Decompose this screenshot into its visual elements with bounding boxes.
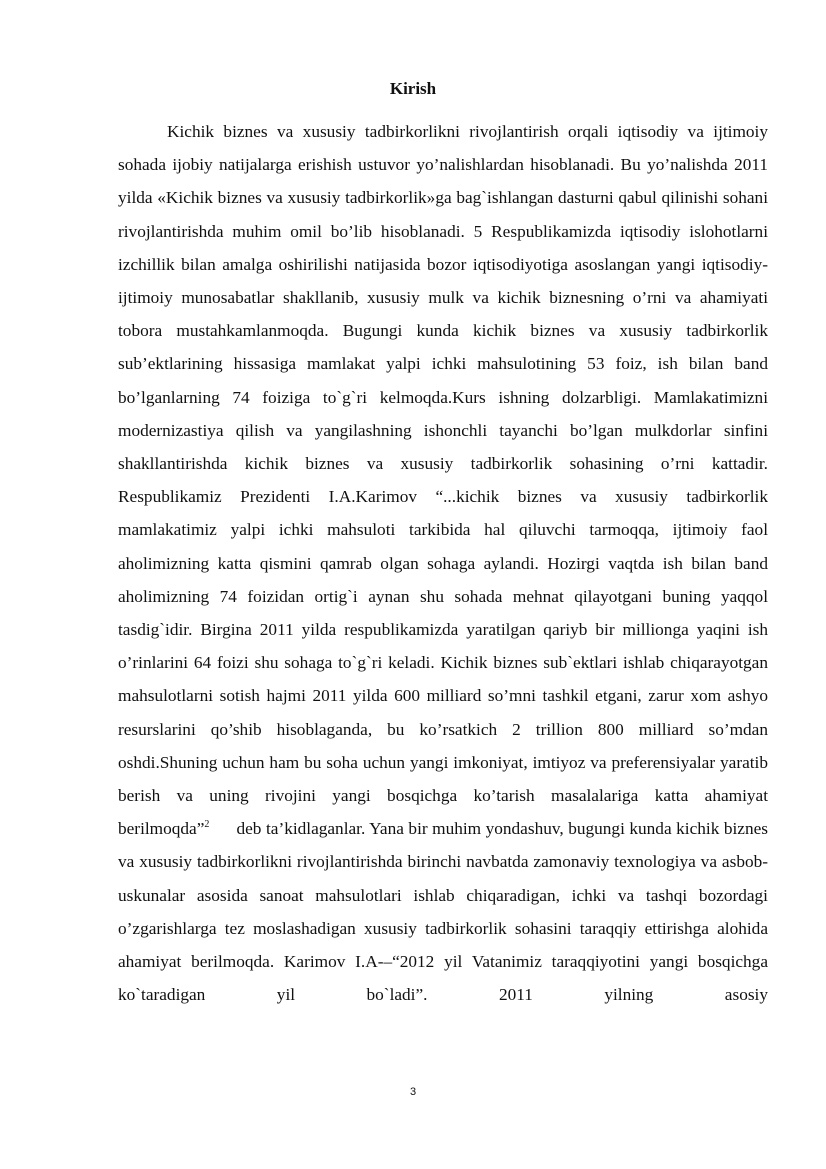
body-text xyxy=(118,115,768,1011)
paragraph-text-part1: Kichik biznes va xususiy tadbirkorlikni rivojlantirish orqali iqtisodiy va ijtimoiy sohada ijobiy natijalarga erishish ustuvor yo’nalishlardan hisoblanadi. Bu yo’nalishda 2011 yilda «Kichik biznes va xususiy tadbirkorlik»ga bag`ishlangan dasturni qabul qilinishi sohani rivojlantirishda muhim omil bo’lib hisoblanadi. 5 Respublikamizda iqtisodiy islohotlarni izchillik bilan amalga oshirilishi natijasida bozor iqtisodiyotiga asoslangan yangi iqtisodiy-ijtimoiy munosabatlar shakllanib, xususiy mulk va kichik biznesning o’rni va ahamiyati tobora mustahkamlanmoqda. Bugungi kunda kichik biznes va xususiy tadbirkorlik sub’ektlarining hissasiga mamlakat yalpi ichki mahsulotining 53 foiz, ish bilan band bo’lganlarning 74 foiziga to`g`ri kelmoqda.Kurs ishning dolzarbligi. Mamlakatimizni modernizastiya qilish va yangilashning ishonchli tayanchi bo’lgan mulkdorlar sinfini shakllantirishda kichik biznes va xususiy tadbirkorlik sohasining o’rni kattadir. Respublikamiz Prezidenti I.A.Karimov “...kichik biznes va xususiy tadbirkorlik mamlakatimiz yalpi ichki mahsuloti tarkibida hal qiluvchi tarmoqqa, ijtimoiy faol aholimizning katta qismini qamrab olgan sohaga aylandi. Hozirgi vaqtda ish bilan band aholimizning 74 foizidan ortig`i aynan shu sohada mehnat qilayotgani buning yaqqol tasdig`idir. Birgina 2011 yilda respublikamizda yaratilgan qariyb bir millionga yaqini ish o’rinlarini 64 foizi shu sohaga to`g`ri keladi. Kichik biznes sub`ektlari ishlab chiqarayotgan mahsulotlarni sotish hajmi 2011 yilda 600 milliard so’mni tashkil etgani, zarur xom ashyo resurslarini qo’shib hisoblaganda, bu ko’rsatkich 2 trillion 800 milliard so’mdan oshdi.Shuning uchun ham bu soha uchun yangi imkoniyat, imtiyoz va preferensiyalar yaratib berish va uning rivojini yangi bosqichga ko’tarish masalalariga katta ahamiyat berilmoqda” xyxy=(118,122,768,839)
footnote-reference[interactable]: 2 xyxy=(204,819,210,831)
page-title: Kirish xyxy=(389,79,437,98)
paragraph xyxy=(118,115,768,1011)
paragraph-text-part2: deb ta’kidlaganlar. Yana bir muhim yondashuv, bugungi kunda kichik biznes va xususiy tadbirkorlikni rivojlantirishda birinchi navbatda zamonaviy texnologiya va asbob-uskunalar asosida sanoat mahsulotlari ishlab chiqaradigan, ichki va tashqi bozordagi o’zgarishlarga tez moslashadigan xususiy tadbirkorlik sohasini taraqqiy ettirishga alohida ahamiyat berilmoqda. Karimov I.A-–“2012 yil Vatanimiz taraqqiyotini yangi bosqichga ko`taradigan yil bo`ladi”. 2011 yilning asosiy xyxy=(118,819,768,1005)
page-number: 3 xyxy=(409,1086,417,1098)
